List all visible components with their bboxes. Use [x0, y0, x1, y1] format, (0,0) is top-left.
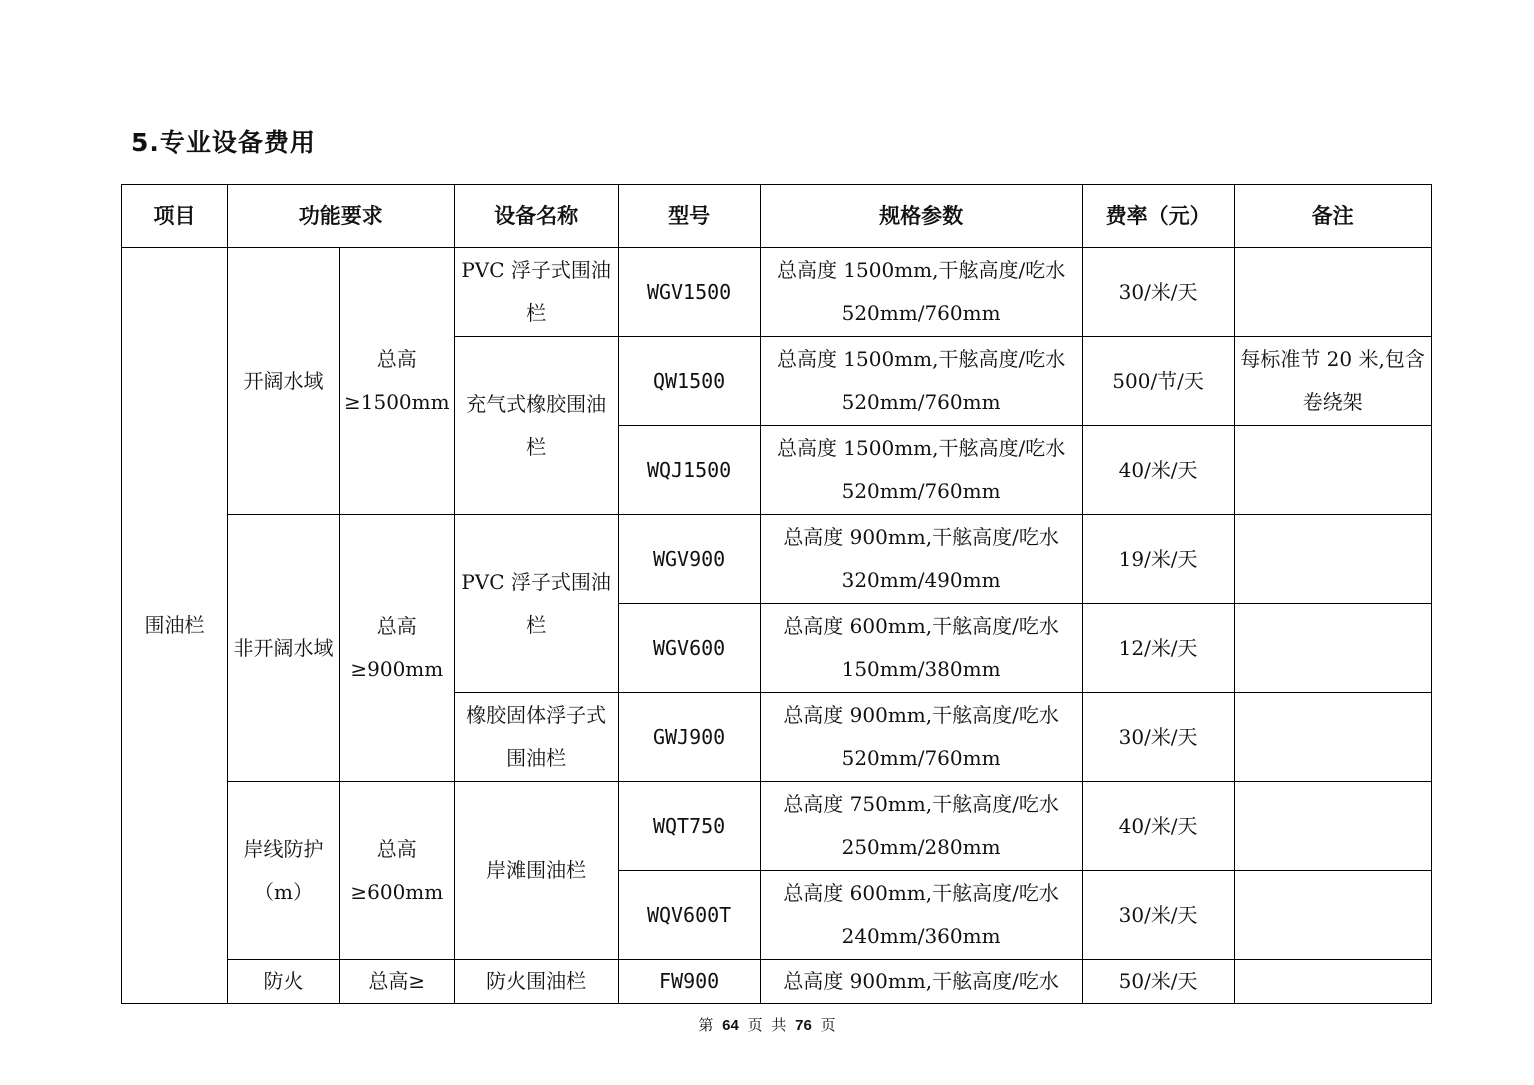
- footer-middle: 页 共: [747, 1016, 787, 1034]
- spec-cell: 总高度 600mm,干舷高度/吃水150mm/380mm: [760, 604, 1082, 693]
- spec-cell: 总高度 900mm,干舷高度/吃水320mm/490mm: [760, 515, 1082, 604]
- footer-suffix: 页: [820, 1016, 836, 1034]
- equipment-fee-table: [121, 184, 1432, 1004]
- equipment-cell: PVC 浮子式围油栏: [454, 515, 618, 693]
- model-cell: WQV600T: [618, 871, 760, 960]
- area-cell: 开阔水域: [228, 248, 340, 515]
- model-cell: WGV600: [618, 604, 760, 693]
- remark-cell: [1234, 604, 1431, 693]
- rate-cell: 30/米/天: [1082, 693, 1234, 782]
- equipment-cell: 防火围油栏: [454, 960, 618, 1004]
- model-cell: WQJ1500: [618, 426, 760, 515]
- footer-prefix: 第: [698, 1016, 714, 1034]
- equipment-cell: 充气式橡胶围油栏: [454, 337, 618, 515]
- section-title: 5.专业设备费用: [131, 128, 316, 157]
- rate-cell: 500/节/天: [1082, 337, 1234, 426]
- rate-cell: 40/米/天: [1082, 426, 1234, 515]
- height-req-cell: 总高≥600mm: [340, 782, 455, 960]
- spec-cell: 总高度 1500mm,干舷高度/吃水520mm/760mm: [760, 426, 1082, 515]
- header-spec: 规格参数: [760, 185, 1082, 248]
- model-cell: WGV1500: [618, 248, 760, 337]
- area-cell: 岸线防护（m）: [228, 782, 340, 960]
- area-cell: 非开阔水域: [228, 515, 340, 782]
- rate-cell: 40/米/天: [1082, 782, 1234, 871]
- footer-total-pages: 76: [795, 1017, 812, 1034]
- header-row: [122, 185, 1432, 248]
- height-req-cell: 总高≥900mm: [340, 515, 455, 782]
- header-rate: 费率（元）: [1082, 185, 1234, 248]
- remark-cell: 每标准节 20 米,包含卷绕架: [1234, 337, 1431, 426]
- rate-cell: 19/米/天: [1082, 515, 1234, 604]
- header-remark: 备注: [1234, 185, 1431, 248]
- remark-cell: [1234, 426, 1431, 515]
- rate-cell: 12/米/天: [1082, 604, 1234, 693]
- spec-cell: 总高度 600mm,干舷高度/吃水240mm/360mm: [760, 871, 1082, 960]
- rate-cell: 30/米/天: [1082, 248, 1234, 337]
- table-row: [122, 515, 1432, 604]
- rate-cell: 50/米/天: [1082, 960, 1234, 1004]
- table-row: [122, 960, 1432, 1004]
- spec-cell: 总高度 1500mm,干舷高度/吃水520mm/760mm: [760, 248, 1082, 337]
- header-item: 项目: [122, 185, 228, 248]
- spec-cell: 总高度 750mm,干舷高度/吃水250mm/280mm: [760, 782, 1082, 871]
- equipment-cell: 岸滩围油栏: [454, 782, 618, 960]
- remark-cell: [1234, 515, 1431, 604]
- remark-cell: [1234, 693, 1431, 782]
- equipment-cell: PVC 浮子式围油栏: [454, 248, 618, 337]
- model-cell: WGV900: [618, 515, 760, 604]
- page-footer: [0, 1014, 1534, 1035]
- remark-cell: [1234, 782, 1431, 871]
- model-cell: FW900: [618, 960, 760, 1004]
- remark-cell: [1234, 960, 1431, 1004]
- equipment-cell: 橡胶固体浮子式围油栏: [454, 693, 618, 782]
- height-req-cell: 总高≥: [340, 960, 455, 1004]
- remark-cell: [1234, 871, 1431, 960]
- header-model: 型号: [618, 185, 760, 248]
- model-cell: WQT750: [618, 782, 760, 871]
- footer-page-number: 64: [722, 1017, 739, 1034]
- spec-cell: 总高度 900mm,干舷高度/吃水: [760, 960, 1082, 1004]
- table-row: [122, 782, 1432, 871]
- rate-cell: 30/米/天: [1082, 871, 1234, 960]
- model-cell: QW1500: [618, 337, 760, 426]
- height-req-cell: 总高≥1500mm: [340, 248, 455, 515]
- remark-cell: [1234, 248, 1431, 337]
- model-cell: GWJ900: [618, 693, 760, 782]
- table-row: [122, 248, 1432, 337]
- category-cell: 围油栏: [122, 248, 228, 1004]
- spec-cell: 总高度 1500mm,干舷高度/吃水520mm/760mm: [760, 337, 1082, 426]
- spec-cell: 总高度 900mm,干舷高度/吃水520mm/760mm: [760, 693, 1082, 782]
- area-cell: 防火: [228, 960, 340, 1004]
- header-equipment: 设备名称: [454, 185, 618, 248]
- header-function: 功能要求: [228, 185, 455, 248]
